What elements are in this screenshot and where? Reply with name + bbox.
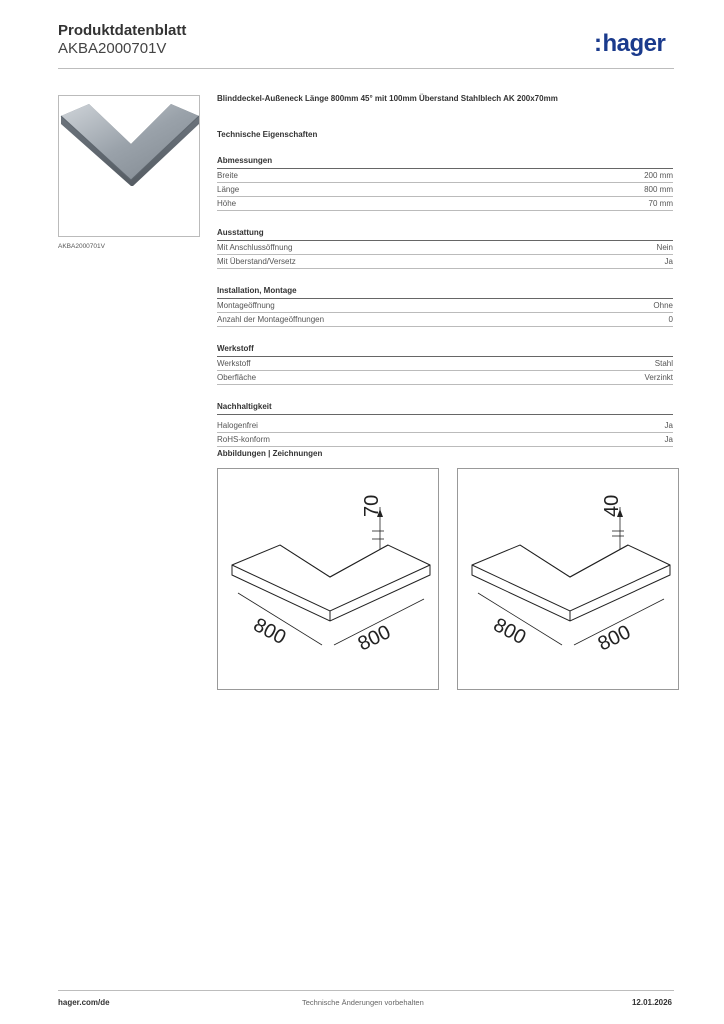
drawings-heading: Abbildungen | Zeichnungen [217,449,323,458]
property-value: Ja [664,435,673,444]
left-length-dimension: 800 [489,613,530,650]
property-label: Oberfläche [217,373,257,382]
section-title: Nachhaltigkeit [217,402,673,415]
property-value: Stahl [654,359,673,368]
product-code: AKBA2000701V [58,40,167,57]
product-image-caption: AKBA2000701V [58,243,105,250]
property-row [217,313,673,327]
section-ausstattung [217,228,673,269]
technical-drawing-svg [458,469,678,689]
hager-logo: :hager [594,30,666,57]
left-length-dimension: 800 [249,613,290,650]
property-row [217,197,673,211]
section-installation [217,286,673,327]
l-shaped-cover-corner-image [59,96,199,236]
property-label: Länge [217,185,240,194]
property-value: Verzinkt [644,373,673,382]
property-label: RoHS-konform [217,435,270,444]
footer-notice: Technische Änderungen vorbehalten [302,998,424,1007]
property-row [217,371,673,385]
property-value: 800 mm [644,185,673,194]
property-label: Werkstoff [217,359,251,368]
right-length-dimension: 800 [354,621,395,656]
property-row [217,433,673,447]
property-value: Ja [664,421,673,430]
property-value: 70 mm [648,199,673,208]
property-value: 0 [668,315,673,324]
technical-drawing-svg [218,469,438,689]
property-label: Mit Anschlussöffnung [217,243,293,252]
right-length-dimension: 800 [594,621,635,656]
property-value: Nein [656,243,673,252]
product-description: Blinddeckel-Außeneck Länge 800mm 45° mit 100mm Überstand Stahlblech AK 200x70mm [217,94,558,103]
property-label: Anzahl der Montageöffnungen [217,315,325,324]
product-details [217,94,673,447]
property-value: Ja [664,257,673,266]
product-image [58,95,200,237]
section-abmessungen [217,156,673,211]
property-row [217,255,673,269]
property-row [217,299,673,313]
property-value: Ohne [653,301,673,310]
property-label: Montageöffnung [217,301,275,310]
section-title: Abmessungen [217,156,673,169]
footer-divider [58,990,674,991]
technical-drawing-1 [217,468,439,690]
section-nachhaltigkeit [217,402,673,447]
property-label: Höhe [217,199,237,208]
property-row [217,419,673,433]
technical-drawing-2 [457,468,679,690]
property-row [217,241,673,255]
header-divider [58,68,674,69]
section-werkstoff [217,344,673,385]
property-value: 200 mm [644,171,673,180]
page-title: Produktdatenblatt [58,22,187,39]
section-title: Werkstoff [217,344,673,357]
footer-website: hager.com/de [58,998,110,1007]
logo-text: hager [602,30,666,57]
height-dimension: 40 [601,494,623,517]
property-row [217,169,673,183]
property-label: Mit Überstand/Versetz [217,257,296,266]
property-row [217,183,673,197]
footer-date: 12.01.2026 [631,998,672,1007]
tech-properties-heading: Technische Eigenschaften [217,130,318,139]
property-label: Halogenfrei [217,421,258,430]
section-title: Ausstattung [217,228,673,241]
height-dimension: 70 [361,494,383,517]
property-label: Breite [217,171,238,180]
property-row [217,357,673,371]
section-title: Installation, Montage [217,286,673,299]
